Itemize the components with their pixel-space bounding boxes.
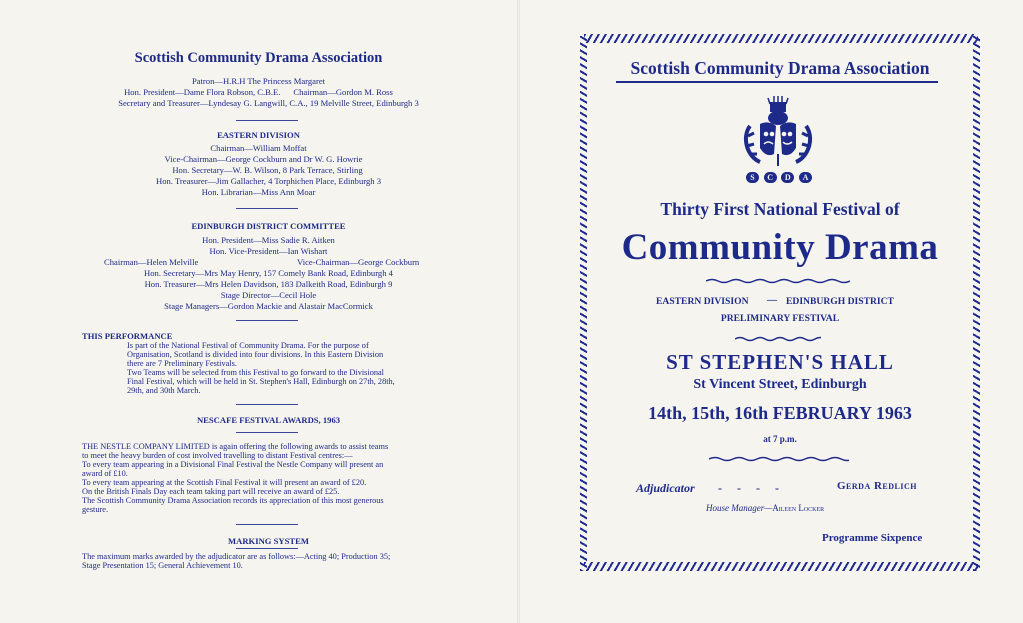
performance-line: Final Festival, which will be held in St. Stephen's Hall, Edinburgh on 27th, 28th, bbox=[127, 377, 395, 386]
venue-name: ST STEPHEN'S HALL bbox=[666, 350, 894, 374]
divider bbox=[236, 524, 298, 525]
edinburgh-line: Hon. Vice-President—Ian Wishart bbox=[209, 246, 328, 256]
division-dash: — bbox=[767, 295, 777, 306]
performance-line: there are 7 Preliminary Festivals. bbox=[127, 359, 237, 368]
house-manager-name: Aileen Locker bbox=[772, 503, 825, 513]
divider bbox=[236, 404, 298, 405]
edinburgh-heading: EDINBURGH DISTRICT COMMITTEE bbox=[191, 221, 346, 231]
programme-price: Programme Sixpence bbox=[822, 532, 923, 544]
awards-line: to meet the heavy burden of cost involved travelling to distant Festival centres:— bbox=[82, 451, 353, 460]
logo-letter: D bbox=[781, 172, 794, 183]
adjudicator-label: Adjudicator bbox=[636, 481, 695, 495]
edinburgh-line: Hon. Treasurer—Mrs Helen Davidson, 183 Dalkeith Road, Edinburgh 9 bbox=[144, 279, 393, 289]
edinburgh-vice-chair: Vice-Chairman—George Cockburn bbox=[297, 257, 420, 267]
festival-line: Thirty First National Festival of bbox=[660, 199, 900, 219]
performance-line: Is part of the National Festival of Community Drama. For the purpose of bbox=[127, 341, 369, 350]
edinburgh-line: Stage Director—Cecil Hole bbox=[220, 290, 317, 300]
title-underline bbox=[616, 81, 938, 83]
divider bbox=[236, 120, 298, 121]
division-right: EDINBURGH DISTRICT bbox=[786, 296, 894, 307]
venue-street: St Vincent Street, Edinburgh bbox=[693, 377, 867, 392]
logo-letter: C bbox=[764, 172, 777, 183]
cover-border-left bbox=[580, 36, 587, 571]
edinburgh-chair: Chairman—Helen Melville bbox=[104, 257, 199, 267]
cover-border-top bbox=[584, 34, 978, 43]
edinburgh-line: Hon. President—Miss Sadie R. Aitken bbox=[202, 235, 335, 245]
divider bbox=[236, 548, 298, 549]
eastern-line: Hon. Treasurer—Jim Gallacher, 4 Torphichen Place, Edinburgh 3 bbox=[156, 176, 381, 186]
house-manager bbox=[706, 503, 824, 513]
marking-line: Stage Presentation 15; General Achievement 10. bbox=[82, 561, 243, 570]
awards-line: award of £10. bbox=[82, 469, 128, 478]
divider bbox=[236, 208, 298, 209]
eastern-line: Vice-Chairman—George Cockburn and Dr W. G. Howrie bbox=[164, 154, 363, 164]
division-left: EASTERN DIVISION bbox=[656, 296, 749, 307]
cover-border-right bbox=[973, 36, 980, 571]
start-time: at 7 p.m. bbox=[763, 434, 797, 444]
wave-ornament bbox=[735, 336, 821, 342]
awards-line: On the British Finals Day each team taking part will receive an award of £25. bbox=[82, 487, 340, 496]
marking-line: The maximum marks awarded by the adjudicator are as follows:—Acting 40; Production 35; bbox=[82, 552, 391, 561]
awards-heading: NESCAFE FESTIVAL AWARDS, 1963 bbox=[196, 415, 341, 425]
logo-letter-row bbox=[746, 172, 812, 184]
performance-line: Two Teams will be selected from this Festival to go forward to the Divisional bbox=[127, 368, 384, 377]
edinburgh-line: Hon. Secretary—Mrs May Henry, 157 Comely Bank Road, Edinburgh 4 bbox=[144, 268, 393, 278]
community-drama-title: Community Drama bbox=[621, 227, 939, 268]
awards-line: gesture. bbox=[82, 505, 109, 514]
performance-line: Organisation, Scotland is divided into four divisions. In this Eastern Division bbox=[127, 350, 384, 359]
cover-border-bottom bbox=[584, 562, 978, 571]
left-title: Scottish Community Drama Association bbox=[134, 50, 383, 66]
marking-heading: MARKING SYSTEM bbox=[228, 536, 309, 546]
preliminary-festival: PRELIMINARY FESTIVAL bbox=[720, 313, 840, 324]
performance-line: 29th, and 30th March. bbox=[127, 386, 201, 395]
edinburgh-line: Stage Managers—Gordon Mackie and Alastair MacCormick bbox=[164, 301, 373, 311]
awards-line: THE NESTLE COMPANY LIMITED is again offering the following awards to assist teams bbox=[82, 442, 389, 451]
divider bbox=[236, 320, 298, 321]
officer-patron: Patron—H.R.H The Princess Margaret bbox=[191, 76, 326, 86]
adjudicator-name: Gerda Redlich bbox=[837, 480, 917, 492]
eastern-line: Hon. Secretary—W. B. Wilson, 8 Park Terrace, Stirling bbox=[172, 165, 363, 175]
adjudicator-dashes: - - - - bbox=[718, 481, 779, 495]
awards-line: The Scottish Community Drama Association records its appreciation of this most generous bbox=[82, 496, 384, 505]
awards-line: To every team appearing in a Divisional Final Festival the Nestle Company will present an bbox=[82, 460, 384, 469]
page-fold bbox=[517, 0, 520, 623]
officer-secretary: Secretary and Treasurer—Lyndesay G. Langwill, C.A., 19 Melville Street, Edinburgh 3 bbox=[118, 98, 419, 108]
eastern-line: Chairman—William Moffat bbox=[210, 143, 307, 153]
divider bbox=[236, 432, 298, 433]
logo-letter: A bbox=[799, 172, 812, 183]
eastern-line: Hon. Librarian—Miss Ann Moar bbox=[201, 187, 316, 197]
wave-ornament bbox=[706, 278, 850, 284]
logo-letter: S bbox=[746, 172, 759, 183]
awards-line: To every team appearing at the Scottish Final Festival it will present an award of £20. bbox=[82, 478, 367, 487]
eastern-heading: EASTERN DIVISION bbox=[217, 130, 300, 140]
wave-ornament bbox=[709, 456, 849, 462]
officer-president: Hon. President—Dame Flora Robson, C.B.E. Chairman—Gordon M. Ross bbox=[124, 87, 393, 97]
festival-dates: 14th, 15th, 16th FEBRUARY 1963 bbox=[648, 403, 912, 423]
house-manager-label: House Manager— bbox=[706, 503, 773, 513]
performance-heading: THIS PERFORMANCE bbox=[82, 331, 173, 341]
cover-association-title: Scottish Community Drama Association bbox=[630, 58, 930, 78]
